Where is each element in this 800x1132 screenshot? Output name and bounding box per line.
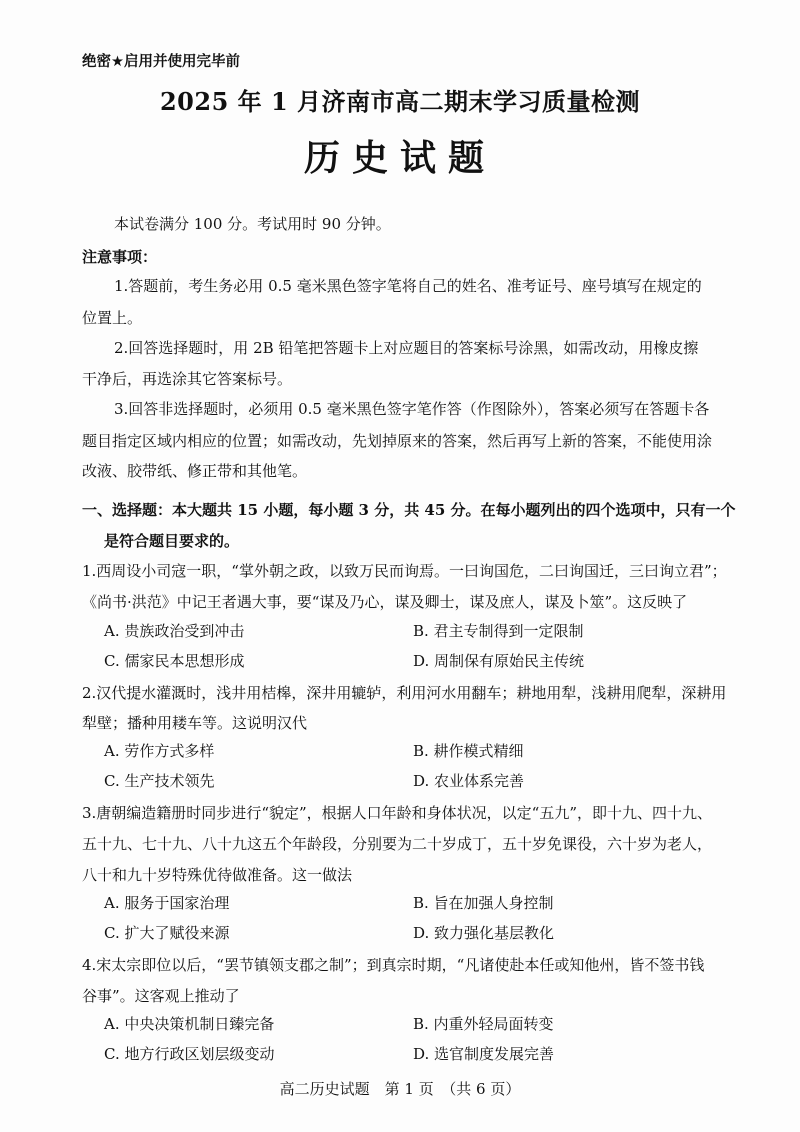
score-time-text: 本试卷满分 100 分。考试用时 90 分钟。 xyxy=(114,215,391,233)
question-2-line-1: 2.汉代提水灌溉时，浅井用桔槔，深井用辘轳，利用河水用翻车；耕地用犁，浅耕用爬犁，深耕用 xyxy=(82,684,727,702)
note-3-line-2: 题目指定区域内相应的位置；如需改动，先划掉原来的答案，然后再写上新的答案，不能使用涂 xyxy=(82,432,713,450)
question-1-option-b: B. 君主专制得到一定限制 xyxy=(413,622,584,640)
question-2-option-a: A. 劳作方式多样 xyxy=(104,742,215,760)
question-4-line-2: 谷事”。这客观上推动了 xyxy=(82,987,240,1005)
question-4-option-d: D. 选官制度发展完善 xyxy=(413,1045,555,1063)
question-3-option-c: C. 扩大了赋役来源 xyxy=(104,924,230,942)
question-1-line-1: 1.西周设小司寇一职，“掌外朝之政，以致万民而询焉。一曰询国危，二曰询国迁，三曰询立君”； xyxy=(82,562,727,580)
confidential-label: 绝密★启用并使用完毕前 xyxy=(82,54,240,70)
question-2-option-c: C. 生产技术领先 xyxy=(104,772,215,790)
question-3-line-2: 五十九、七十九、八十九这五个年龄段，分别要为二十岁成丁，五十岁免课役，六十岁为老人， xyxy=(82,835,713,853)
notes-heading: 注意事项： xyxy=(82,248,158,266)
question-2-option-d: D. 农业体系完善 xyxy=(413,772,525,790)
question-2-line-2: 犁壁；播种用耧车等。这说明汉代 xyxy=(82,714,308,732)
note-1-line-2: 位置上。 xyxy=(82,309,143,327)
section-1-heading: 一、选择题：本大题共 15 小题，每小题 3 分，共 45 分。在每小题列出的四个选项中，只有一个 xyxy=(82,501,736,519)
question-4-option-a: A. 中央决策机制日臻完备 xyxy=(104,1015,275,1033)
question-4-option-b: B. 内重外轻局面转变 xyxy=(413,1015,554,1033)
question-1-option-c: C. 儒家民本思想形成 xyxy=(104,652,245,670)
note-3-line-3: 改液、胶带纸、修正带和其他笔。 xyxy=(82,462,308,480)
note-1-line-1: 1.答题前，考生务必用 0.5 毫米黑色签字笔将自己的姓名、准考证号、座号填写在规定的 xyxy=(114,277,702,295)
question-3-option-a: A. 服务于国家治理 xyxy=(104,894,230,912)
section-1-heading-line-2: 是符合题目要求的。 xyxy=(104,532,240,550)
question-1-option-a: A. 贵族政治受到冲击 xyxy=(104,622,245,640)
note-3-line-1: 3.回答非选择题时，必须用 0.5 毫米黑色签字笔作答（作图除外），答案必须写在答题卡各 xyxy=(114,400,710,418)
question-1-option-d: D. 周制保有原始民主传统 xyxy=(413,652,585,670)
note-2-line-1: 2.回答选择题时，用 2B 铅笔把答题卡上对应题目的答案标号涂黑，如需改动，用橡皮擦 xyxy=(114,339,699,357)
note-2-line-2: 干净后，再选涂其它答案标号。 xyxy=(82,370,293,388)
question-3-option-b: B. 旨在加强人身控制 xyxy=(413,894,554,912)
question-4-line-1: 4.宋太宗即位以后，“罢节镇领支郡之制”；到真宗时期，“凡诸使赴本任或知他州，皆不签书钱 xyxy=(82,956,705,974)
question-3-line-3: 八十和九十岁特殊优待做准备。这一做法 xyxy=(82,866,353,884)
page-footer: 高二历史试题 第 1 页 （共 6 页） xyxy=(279,1080,521,1098)
exam-title: 2025 年 1 月济南市高二期末学习质量检测 xyxy=(159,87,641,116)
question-1-line-2: 《尚书·洪范》中记王者遇大事，要“谋及乃心，谋及卿士，谋及庶人，谋及卜筮”。这反映了 xyxy=(82,593,688,611)
question-4-option-c: C. 地方行政区划层级变动 xyxy=(104,1045,275,1063)
question-3-option-d: D. 致力强化基层教化 xyxy=(413,924,555,942)
question-2-option-b: B. 耕作模式精细 xyxy=(413,742,524,760)
subject-title: 历史试题 xyxy=(303,137,496,179)
question-3-line-1: 3.唐朝编造籍册时同步进行“貌定”，根据人口年龄和身体状况，以定“五九”，即十九、四十九、 xyxy=(82,804,712,822)
